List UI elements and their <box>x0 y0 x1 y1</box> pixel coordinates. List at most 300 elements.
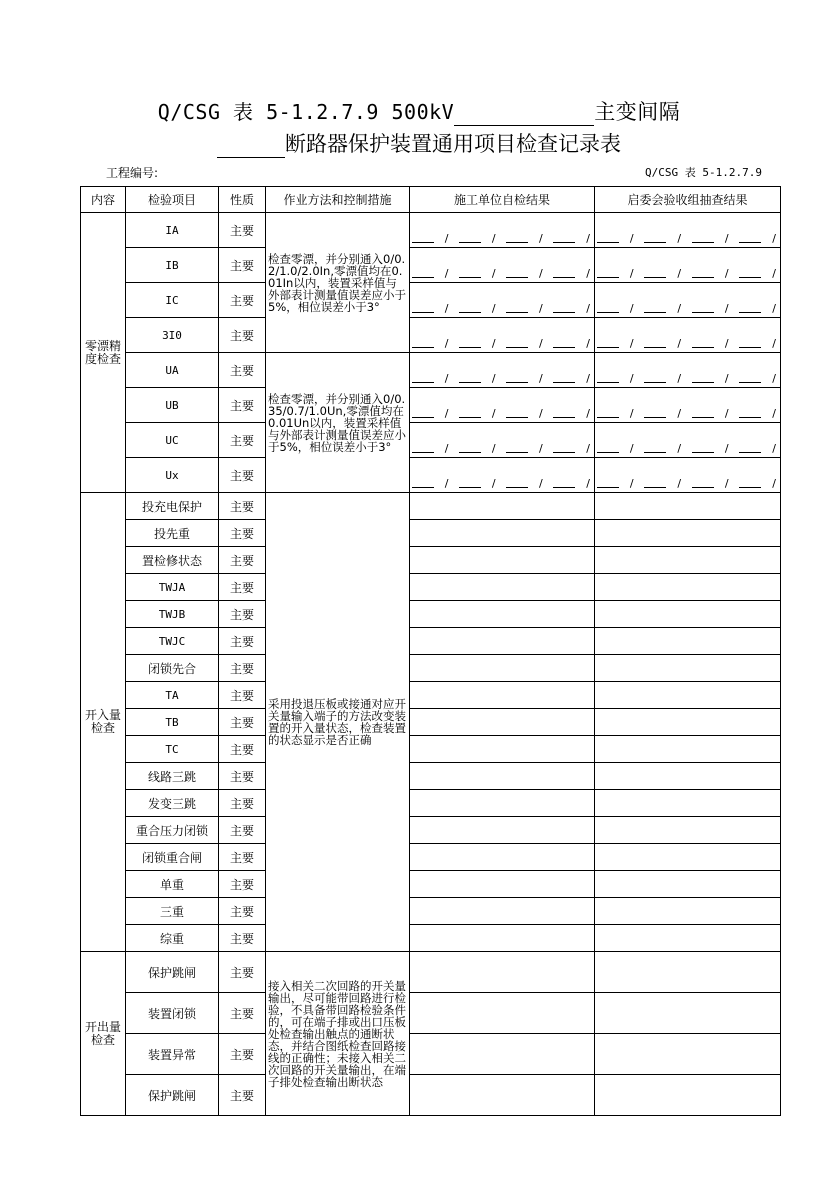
result-blank[interactable] <box>459 486 481 488</box>
col-header: 内容 <box>81 187 126 213</box>
col-header: 启委会验收组抽查结果 <box>595 187 781 213</box>
result-blank[interactable] <box>739 276 761 278</box>
item-type: 主要 <box>219 213 266 248</box>
result-blank[interactable] <box>692 241 714 243</box>
result-blank[interactable] <box>739 381 761 383</box>
result-separator: / <box>772 477 776 490</box>
result-separator: / <box>539 267 543 280</box>
self-check-result-cell[interactable] <box>410 601 595 628</box>
self-check-result-cell[interactable] <box>410 952 595 993</box>
item-name: TWJC <box>126 628 219 655</box>
acceptance-result-cell[interactable] <box>595 601 781 628</box>
result-blank[interactable] <box>597 241 619 243</box>
item-type: 主要 <box>219 952 266 993</box>
result-separator: / <box>724 407 729 420</box>
result-cell[interactable] <box>595 213 781 248</box>
result-blank[interactable] <box>553 451 575 453</box>
result-blank[interactable] <box>553 276 575 278</box>
self-check-result-cell[interactable] <box>410 628 595 655</box>
result-separator: / <box>539 442 543 455</box>
result-separator: / <box>444 302 449 315</box>
result-separator: / <box>677 337 682 350</box>
result-cell[interactable] <box>410 318 595 353</box>
table-row <box>81 353 781 388</box>
result-separator: / <box>586 442 590 455</box>
result-separator: / <box>586 337 590 350</box>
form-title-line2 <box>0 128 838 158</box>
method-cell: 采用投退压板或接通对应开关量输入端子的方法改变装置的开入量状态，检查装置的状态显示是否正确 <box>266 493 410 952</box>
item-type: 主要 <box>219 763 266 790</box>
acceptance-result-cell[interactable] <box>595 763 781 790</box>
result-blank[interactable] <box>739 346 761 348</box>
item-type: 主要 <box>219 925 266 952</box>
result-separator: / <box>677 372 682 385</box>
result-separator: / <box>586 477 590 490</box>
result-blank[interactable] <box>506 451 528 453</box>
item-name: UC <box>126 423 219 458</box>
result-separator: / <box>677 232 682 245</box>
table-row <box>81 423 781 458</box>
item-type: 主要 <box>219 1075 266 1116</box>
result-separator: / <box>629 477 634 490</box>
self-check-result-cell[interactable] <box>410 736 595 763</box>
title-suffix: 主变间隔 <box>594 100 681 124</box>
title-prefix: Q/CSG 表 5-1.2.7.9 500kV <box>157 100 455 124</box>
result-cell[interactable] <box>410 458 595 493</box>
result-separator: / <box>677 267 682 280</box>
item-type: 主要 <box>219 898 266 925</box>
result-separator: / <box>629 407 634 420</box>
result-separator: / <box>629 232 634 245</box>
table-row <box>81 1075 781 1116</box>
result-blank[interactable] <box>692 451 714 453</box>
table-row <box>81 601 781 628</box>
result-blank[interactable] <box>506 416 528 418</box>
self-check-result-cell[interactable] <box>410 520 595 547</box>
self-check-result-cell[interactable] <box>410 709 595 736</box>
acceptance-result-cell[interactable] <box>595 1075 781 1116</box>
result-separator: / <box>677 302 682 315</box>
col-header: 作业方法和控制措施 <box>266 187 410 213</box>
item-name: 线路三跳 <box>126 763 219 790</box>
method-cell: 检查零漂，并分别通入0/0.35/0.7/1.0Un,零漂值均在0.01Un以内，装置采样值与外部表计测量值误差应小于5%，相位误差小于3° <box>266 353 410 493</box>
result-blank[interactable] <box>412 381 434 383</box>
result-blank[interactable] <box>692 346 714 348</box>
result-cell[interactable] <box>595 283 781 318</box>
result-separator: / <box>772 267 776 280</box>
category-cell: 开出量检查 <box>81 952 126 1116</box>
item-name: IC <box>126 283 219 318</box>
result-blank[interactable] <box>412 276 434 278</box>
table-row <box>81 388 781 423</box>
result-separator: / <box>772 337 776 350</box>
item-type: 主要 <box>219 628 266 655</box>
result-blank[interactable] <box>506 346 528 348</box>
result-separator: / <box>586 302 590 315</box>
result-blank[interactable] <box>692 276 714 278</box>
result-blank[interactable] <box>739 241 761 243</box>
result-fields <box>595 318 780 352</box>
result-separator: / <box>724 302 729 315</box>
self-check-result-cell[interactable] <box>410 993 595 1034</box>
acceptance-result-cell[interactable] <box>595 1034 781 1075</box>
result-separator: / <box>724 477 729 490</box>
inspection-table <box>80 186 781 1116</box>
acceptance-result-cell[interactable] <box>595 844 781 871</box>
result-separator: / <box>491 477 496 490</box>
item-name: 单重 <box>126 871 219 898</box>
self-check-result-cell[interactable] <box>410 682 595 709</box>
acceptance-result-cell[interactable] <box>595 574 781 601</box>
result-blank[interactable] <box>644 486 666 488</box>
table-row <box>81 709 781 736</box>
item-name: 投充电保护 <box>126 493 219 520</box>
item-name: UB <box>126 388 219 423</box>
table-row <box>81 283 781 318</box>
result-blank[interactable] <box>553 381 575 383</box>
self-check-result-cell[interactable] <box>410 898 595 925</box>
result-separator: / <box>539 337 543 350</box>
self-check-result-cell[interactable] <box>410 1075 595 1116</box>
result-blank[interactable] <box>739 416 761 418</box>
result-blank[interactable] <box>644 276 666 278</box>
self-check-result-cell[interactable] <box>410 817 595 844</box>
item-name: 闭锁重合闸 <box>126 844 219 871</box>
item-type: 主要 <box>219 844 266 871</box>
item-name: 重合压力闭锁 <box>126 817 219 844</box>
result-separator: / <box>444 477 449 490</box>
acceptance-result-cell[interactable] <box>595 790 781 817</box>
result-blank[interactable] <box>459 381 481 383</box>
item-type: 主要 <box>219 388 266 423</box>
result-separator: / <box>629 267 634 280</box>
result-separator: / <box>539 232 543 245</box>
self-check-result-cell[interactable] <box>410 844 595 871</box>
result-fields <box>410 353 594 387</box>
table-header-row <box>81 187 781 213</box>
result-blank[interactable] <box>506 381 528 383</box>
project-number-label: 工程编号: <box>106 166 159 180</box>
result-separator: / <box>586 267 590 280</box>
item-type: 主要 <box>219 353 266 388</box>
item-type: 主要 <box>219 993 266 1034</box>
result-blank[interactable] <box>412 346 434 348</box>
item-name: IA <box>126 213 219 248</box>
item-type: 主要 <box>219 547 266 574</box>
col-header: 检验项目 <box>126 187 219 213</box>
result-blank[interactable] <box>597 311 619 313</box>
item-name: 综重 <box>126 925 219 952</box>
result-cell[interactable] <box>595 388 781 423</box>
result-separator: / <box>629 302 634 315</box>
result-blank[interactable] <box>597 486 619 488</box>
result-blank[interactable] <box>644 241 666 243</box>
result-separator: / <box>539 302 543 315</box>
result-blank[interactable] <box>412 311 434 313</box>
table-row <box>81 682 781 709</box>
table-row <box>81 898 781 925</box>
self-check-result-cell[interactable] <box>410 1034 595 1075</box>
result-separator: / <box>772 232 776 245</box>
table-row <box>81 628 781 655</box>
result-blank[interactable] <box>506 486 528 488</box>
result-separator: / <box>444 232 449 245</box>
item-type: 主要 <box>219 574 266 601</box>
acceptance-result-cell[interactable] <box>595 993 781 1034</box>
result-blank[interactable] <box>692 416 714 418</box>
item-type: 主要 <box>219 682 266 709</box>
result-blank[interactable] <box>739 486 761 488</box>
result-blank[interactable] <box>644 346 666 348</box>
table-row <box>81 458 781 493</box>
item-type: 主要 <box>219 817 266 844</box>
result-blank[interactable] <box>506 276 528 278</box>
result-fields <box>595 248 780 282</box>
result-blank[interactable] <box>597 276 619 278</box>
result-blank[interactable] <box>597 346 619 348</box>
result-fields <box>595 213 780 247</box>
item-type: 主要 <box>219 520 266 547</box>
result-blank[interactable] <box>597 451 619 453</box>
title-main: 断路器保护装置通用项目检查记录表 <box>285 132 621 156</box>
result-separator: / <box>677 442 682 455</box>
result-separator: / <box>491 372 496 385</box>
result-separator: / <box>772 442 776 455</box>
result-cell[interactable] <box>595 423 781 458</box>
result-cell[interactable] <box>410 388 595 423</box>
result-separator: / <box>629 372 634 385</box>
acceptance-result-cell[interactable] <box>595 628 781 655</box>
result-separator: / <box>491 232 496 245</box>
item-type: 主要 <box>219 871 266 898</box>
result-blank[interactable] <box>553 486 575 488</box>
item-type: 主要 <box>219 601 266 628</box>
self-check-result-cell[interactable] <box>410 871 595 898</box>
self-check-result-cell[interactable] <box>410 547 595 574</box>
result-blank[interactable] <box>459 311 481 313</box>
self-check-result-cell[interactable] <box>410 925 595 952</box>
item-type: 主要 <box>219 709 266 736</box>
table-row <box>81 871 781 898</box>
result-blank[interactable] <box>644 416 666 418</box>
result-separator: / <box>772 407 776 420</box>
item-name: 闭锁先合 <box>126 655 219 682</box>
result-fields <box>410 283 594 317</box>
item-type: 主要 <box>219 736 266 763</box>
result-blank[interactable] <box>459 241 481 243</box>
result-cell[interactable] <box>595 248 781 283</box>
result-fields <box>410 388 594 422</box>
result-separator: / <box>724 372 729 385</box>
item-name: 保护跳闸 <box>126 952 219 993</box>
acceptance-result-cell[interactable] <box>595 925 781 952</box>
result-separator: / <box>444 372 449 385</box>
table-row <box>81 574 781 601</box>
table-row <box>81 844 781 871</box>
item-name: TA <box>126 682 219 709</box>
item-name: 装置异常 <box>126 1034 219 1075</box>
result-blank[interactable] <box>739 311 761 313</box>
result-blank[interactable] <box>506 241 528 243</box>
result-blank[interactable] <box>597 416 619 418</box>
result-blank[interactable] <box>412 486 434 488</box>
result-separator: / <box>444 267 449 280</box>
result-blank[interactable] <box>597 381 619 383</box>
result-blank[interactable] <box>553 241 575 243</box>
result-separator: / <box>539 477 543 490</box>
self-check-result-cell[interactable] <box>410 493 595 520</box>
table-row <box>81 318 781 353</box>
result-separator: / <box>629 337 634 350</box>
form-title-line1 <box>0 96 838 126</box>
table-row <box>81 520 781 547</box>
result-cell[interactable] <box>410 248 595 283</box>
result-separator: / <box>491 407 496 420</box>
acceptance-result-cell[interactable] <box>595 952 781 993</box>
item-name: TB <box>126 709 219 736</box>
result-separator: / <box>444 407 449 420</box>
result-blank[interactable] <box>739 451 761 453</box>
acceptance-result-cell[interactable] <box>595 898 781 925</box>
result-cell[interactable] <box>410 283 595 318</box>
acceptance-result-cell[interactable] <box>595 547 781 574</box>
result-blank[interactable] <box>553 311 575 313</box>
result-blank[interactable] <box>506 311 528 313</box>
result-fields <box>595 423 780 457</box>
category-cell: 开入量检查 <box>81 493 126 952</box>
acceptance-result-cell[interactable] <box>595 655 781 682</box>
table-row <box>81 547 781 574</box>
item-type: 主要 <box>219 248 266 283</box>
table-row <box>81 493 781 520</box>
result-cell[interactable] <box>410 213 595 248</box>
result-fields <box>410 458 594 492</box>
result-blank[interactable] <box>412 241 434 243</box>
result-separator: / <box>724 232 729 245</box>
item-name: TWJB <box>126 601 219 628</box>
item-name: 保护跳闸 <box>126 1075 219 1116</box>
item-name: IB <box>126 248 219 283</box>
item-name: TC <box>126 736 219 763</box>
category-cell: 零漂精度检查 <box>81 213 126 493</box>
result-blank[interactable] <box>644 311 666 313</box>
self-check-result-cell[interactable] <box>410 763 595 790</box>
result-blank[interactable] <box>412 416 434 418</box>
result-separator: / <box>629 442 634 455</box>
result-fields <box>595 283 780 317</box>
result-blank[interactable] <box>692 486 714 488</box>
item-type: 主要 <box>219 1034 266 1075</box>
result-separator: / <box>586 232 590 245</box>
result-blank[interactable] <box>644 451 666 453</box>
result-separator: / <box>539 407 543 420</box>
result-separator: / <box>724 267 729 280</box>
item-name: 置检修状态 <box>126 547 219 574</box>
result-fields <box>410 318 594 352</box>
result-separator: / <box>772 372 776 385</box>
self-check-result-cell[interactable] <box>410 790 595 817</box>
table-row <box>81 1034 781 1075</box>
result-blank[interactable] <box>692 381 714 383</box>
item-name: Ux <box>126 458 219 493</box>
acceptance-result-cell[interactable] <box>595 493 781 520</box>
table-row <box>81 993 781 1034</box>
table-row <box>81 736 781 763</box>
result-blank[interactable] <box>412 451 434 453</box>
result-separator: / <box>772 302 776 315</box>
table-row <box>81 248 781 283</box>
result-blank[interactable] <box>553 346 575 348</box>
table-row <box>81 952 781 993</box>
method-cell: 检查零漂，并分别通入0/0.2/1.0/2.0In,零漂值均在0.01In以内，装置采样值与外部表计测量值误差应小于5%，相位误差小于3° <box>266 213 410 353</box>
result-blank[interactable] <box>553 416 575 418</box>
result-cell[interactable] <box>410 423 595 458</box>
self-check-result-cell[interactable] <box>410 574 595 601</box>
result-separator: / <box>724 442 729 455</box>
result-blank[interactable] <box>692 311 714 313</box>
result-separator: / <box>677 477 682 490</box>
item-type: 主要 <box>219 283 266 318</box>
result-cell[interactable] <box>595 353 781 388</box>
acceptance-result-cell[interactable] <box>595 817 781 844</box>
result-fields <box>410 213 594 247</box>
title-blank-1 <box>454 103 594 126</box>
acceptance-result-cell[interactable] <box>595 736 781 763</box>
acceptance-result-cell[interactable] <box>595 520 781 547</box>
table-row <box>81 817 781 844</box>
result-separator: / <box>491 337 496 350</box>
acceptance-result-cell[interactable] <box>595 682 781 709</box>
item-name: 投先重 <box>126 520 219 547</box>
table-row <box>81 655 781 682</box>
result-fields <box>410 423 594 457</box>
method-cell: 接入相关二次回路的开关量输出，尽可能带回路进行检验，不具备带回路检验条件的，可在端子排或出口压板处检查输出触点的通断状态，并结合图纸检查回路接线的正确性；未接入相关二次回路的开关量输出，在端子排处检查输出断状态 <box>266 952 410 1116</box>
col-header: 性质 <box>219 187 266 213</box>
result-separator: / <box>724 337 729 350</box>
result-cell[interactable] <box>410 353 595 388</box>
result-cell[interactable] <box>595 458 781 493</box>
acceptance-result-cell[interactable] <box>595 871 781 898</box>
item-name: 3I0 <box>126 318 219 353</box>
item-name: UA <box>126 353 219 388</box>
item-type: 主要 <box>219 318 266 353</box>
self-check-result-cell[interactable] <box>410 655 595 682</box>
item-type: 主要 <box>219 458 266 493</box>
result-blank[interactable] <box>459 276 481 278</box>
result-blank[interactable] <box>459 346 481 348</box>
result-blank[interactable] <box>459 451 481 453</box>
standard-number: Q/CSG 表 5-1.2.7.9 <box>645 166 762 179</box>
item-type: 主要 <box>219 493 266 520</box>
table-row <box>81 763 781 790</box>
result-cell[interactable] <box>595 318 781 353</box>
item-type: 主要 <box>219 790 266 817</box>
result-blank[interactable] <box>459 416 481 418</box>
result-fields <box>410 248 594 282</box>
item-type: 主要 <box>219 655 266 682</box>
result-blank[interactable] <box>644 381 666 383</box>
item-name: TWJA <box>126 574 219 601</box>
title-blank-2 <box>217 135 285 158</box>
table-row <box>81 790 781 817</box>
table-row <box>81 213 781 248</box>
result-fields <box>595 353 780 387</box>
result-separator: / <box>586 372 590 385</box>
item-name: 发变三跳 <box>126 790 219 817</box>
result-separator: / <box>677 407 682 420</box>
acceptance-result-cell[interactable] <box>595 709 781 736</box>
result-separator: / <box>586 407 590 420</box>
